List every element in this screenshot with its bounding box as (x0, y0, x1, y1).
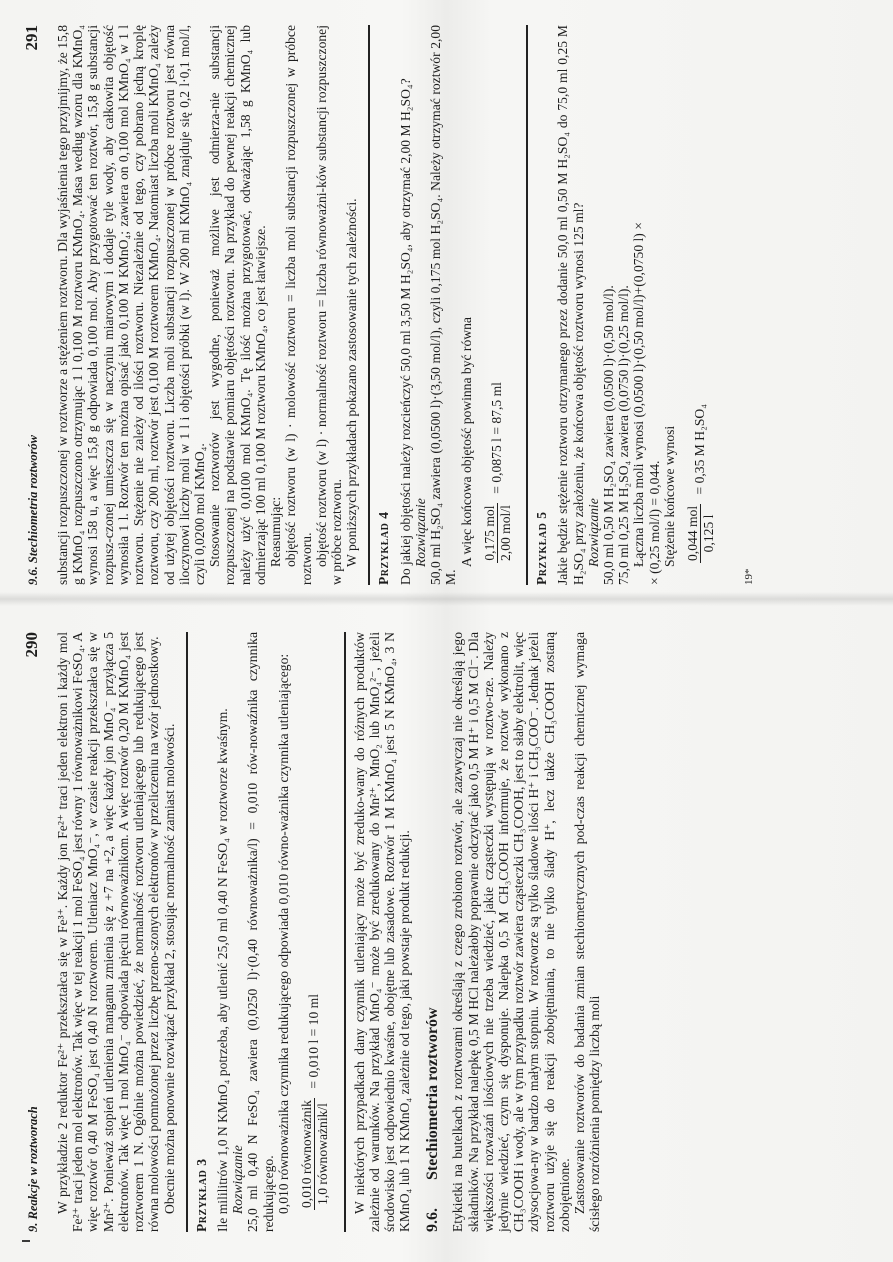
paragraph: Zastosowanie roztworów do badania zmian stechiometrycznych pod-czas reakcji chemicznej wymaga ścisłego rozróżnienia pomiędzy liczbą moli (572, 632, 603, 1232)
fraction-numerator: 0,044 mol (685, 505, 701, 561)
summary-label: Reasumując: (268, 496, 284, 567)
page-290 (22, 632, 872, 1232)
solution-line: Stężenie końcowe wynosi (661, 425, 677, 567)
example-question: Ile mililitrów 1,0 N KMnO₄ potrzeba, aby utlenić 25,0 ml 0,40 N FeSO₄ w roztworze kwaśnym. (215, 708, 230, 1232)
example-rule (186, 632, 188, 1232)
fraction-denominator: 0,125 l (701, 514, 717, 553)
section-number: 9.6. (424, 1208, 442, 1232)
solution-line: × (0,25 mol/l) = 0,044. (646, 460, 662, 585)
paragraph: W niektórych przypadkach dany czynnik utleniający może być zreduko-wany do różnych produktów zależnie od warunków. Na przykład MnO₄⁻ może być zredukowany do Mn²⁺, MnO₂ lub MnO₄²⁻, jeżeli środowisko jest odpowiednio kwaśne, obojętne lub zasadowe. Roztwór 1 M KMnO₄ jest 5 N KMnO₄, 3 N KMnO₄ lub 1 N KMnO₄ zależnie od tego, jaki powstaje produkt redukcji. (351, 632, 413, 1232)
example-rule (368, 25, 370, 585)
solution-line: 0,010 równoważnika czynnika redukującego odpowiada 0,010 równo-ważnika czynnika utleniającego: (275, 653, 291, 1214)
example-question: Do jakiej objętości należy rozcieńczyć 50,0 ml 3,50 M H₂SO₄, aby otrzymać 2,00 M H₂SO₄? (397, 78, 413, 585)
example-title: Przykład 5 (534, 511, 550, 585)
equation-result: = 0,35 M H₂SO₄ (691, 404, 707, 495)
paragraph: Etykietki na butelkach z roztworami określają z czego zrobiono roztwór, ale zazwyczaj nie określają jego składników. Na przykład nalepkę 0,5 M HCl należałoby poprawnie odczytać jako 0,5 M H⁺ i 0,5 M Cl⁻. Dla większości rozważań ilościowych nie trzeba wiedzieć, jakie cząsteczki występują w roztwo-rze. Należy jedynie wiedzieć, czym się dysponuje. Nalepka 0,5 M CH₃COOH informuje, że roztwór wykonano z CH₃COOH i wody, ale w tym przypadku roztwór zawiera cząsteczki CH₃COOH, jest to słaby elektrolit, więc zdysocjowa-ny w bardzo małym stopniu. W roztworze są tylko śladowe ilości H⁺ i CH₃COO⁻. Jednak jeżeli roztworu użyje się do reakcji zobojętniania, to nie tylko ślady H⁺, lecz także CH₃COOH zostaną zobojętnione. (450, 632, 572, 1232)
fraction-denominator: 1,0 równoważnik/l (315, 1103, 331, 1205)
equation-result: = 0,0875 l = 87,5 ml (488, 382, 504, 494)
example-title: Przykład 3 (193, 1158, 209, 1232)
running-head (22, 632, 41, 1232)
solution-label: Rozwiązanie (230, 1145, 246, 1214)
paragraph: W przykładzie 2 reduktor Fe²⁺ przekształca się w Fe³⁺. Każdy jon Fe²⁺ traci jeden elektron i każdy mol Fe²⁺ traci jeden mol elektronów. Tak więc w tej reakcji 1 mol FeSO₄ jest równy 1 równoważnikowi FeSO₄. A więc roztwór 0,40 M FeSO₄ jest 0,40 N roztworem. Utleniacz MnO₄⁻, w czasie reakcji przekształca się w Mn²⁺. Ponieważ stopień utlenienia manganu zmienia się z +7 na +2, a więc każdy jon MnO₄⁻ przyłącza 5 elektronów. Tak więc 1 mol MnO₄⁻ odpowiada pięciu równoważnikom. A więc roztwór 0,20 M KMnO₄ jest roztworem 1 N. Ogólnie można powiedzieć, że normalność roztworu utleniającego lub redukującego jest równa molowości pomnożonej przez liczbę przeno-szonych elektronów w przeliczeniu na wzór jednostkowy. (55, 632, 162, 1232)
fraction-numerator: 0,175 mol (482, 503, 498, 563)
fraction-denominator: 2,00 mol/l (497, 505, 513, 561)
fraction-numerator: 0,010 równoważnik (299, 1100, 315, 1208)
running-head-title: 9. Reakcje w roztworach (26, 1106, 40, 1232)
solution-line: 50,0 ml H₂SO₄ zawiera (0,0500 l)·(3,50 mol/l), czyli 0,175 mol H₂SO₄. Należy otrzymać roztwór 2,00 M. (428, 25, 459, 585)
summary-line: objętość roztworu (w l) · normalność roztworu = liczba równoważni-ków substancji rozpuszczonej w próbce roztworu. (313, 25, 344, 585)
page-number: 291 (22, 25, 41, 51)
solution-line: 25,0 ml 0,40 N FeSO₄ zawiera (0,0250 l)·(0,40 równoważnika/l) = 0,010 rów-nowaźnika czynnika redukującego. (245, 632, 276, 1232)
page-edge-line (22, 1240, 30, 1242)
solution-line: A więc końcowa objętość powinna być równa (458, 317, 474, 567)
summary-line: objętość roztworu (w l) · molowość roztworu = liczba moli substancji rozpuszczonej w próbce roztworu. (283, 25, 314, 585)
equation (681, 25, 720, 585)
paragraph: Obecnie można ponownie rozwiązać przykład 2, stosując normalność zamiast molowości. (161, 723, 177, 1214)
signature-mark: 19* (742, 568, 755, 585)
example-rule (344, 632, 346, 1232)
solution-label: Rozwiązanie (412, 498, 428, 567)
fraction (482, 503, 513, 563)
paragraph: substancji rozpuszczonej w roztworze a stężeniem roztworu. Dla wyjaśnienia tego przyjmijmy, że 15,8 g KMnO₄ rozpuszczono otrzymując 1 l 0,100 M roztworu KMnO₄. Masa według wzoru dla KMnO₄ wynosi 158 u, a więc 15,8 g odpowiada 0,100 mol. Aby przygotować ten roztwór, 15,8 g substancji rozpusz-czonej umieszcza się w naczyniu miarowym i dodaje tyle wody, aby całkowita objętość wynosiła 1 l. Roztwór ten można opisać jako 0,100 M KMnO₄; zawiera on 0,100 mol KMnO₄ w 1 l roztworu. Stężenie nie zależy od ilości roztworu. Niezależnie od tego, czy pobrano jedną kroplę roztworu, czy 200 ml, roztwór jest 0,100 M roztworem KMnO₄. Natomiast liczba moli KMnO₄ zależy od użytej objętości roztworu. Liczba moli substancji rozpuszczonej w próbce roztworu jest równa iloczynowi liczby moli w 1 l i objętości próbki (w l). W 200 ml KMnO₄ znajduje się 0,2 l·0,1 mol/l, czyli 0,0200 mol KMnO₄. (55, 25, 207, 585)
running-head (22, 25, 41, 585)
solution-line: Łączna liczba moli wynosi (0,0500 l)·(0,50 mol/l)+(0,0750 l) × (631, 222, 647, 567)
paragraph: Stosowanie roztworów jest wygodne, ponieważ możliwe jest odmierza-nie substancji rozpuszczonej na podstawie pomiaru objętości roztworu. Na przykład do pewnej reakcji chemicznej należy użyć 0,0100 mol KMnO₄. Tę ilość można przygotować, odważając 1,58 g KMnO₄ lub odmierzając 100 ml 0,100 M roztworu KMnO₄, co jest łatwiejsze. (207, 25, 268, 585)
section-heading (424, 632, 442, 1232)
solution-line: 50,0 ml 0,50 M H₂SO₄ zawiera (0,0500 l)·(0,50 mol/l). (601, 285, 617, 585)
page-number: 290 (22, 632, 41, 658)
equation-result: = 0,010 l = 10 ml (305, 993, 321, 1089)
section-title: Stechiometria roztworów (424, 1007, 442, 1180)
solution-line: 75,0 ml 0,25 M H₂SO₄ zawiera (0,0750 l)·(0,25 mol/l). (616, 285, 632, 585)
equation (478, 25, 517, 585)
summary-line: W poniższych przykładach pokazano zastosowanie tych zależności. (344, 198, 360, 567)
fraction (299, 1098, 330, 1210)
page-291 (22, 25, 872, 585)
example-question: Jakie będzie stężenie roztworu otrzymanego przez dodanie 50,0 ml 0,50 M H₂SO₄ do 75,0 ml 0,25 M H₂SO₄ przy założeniu, że końcowa objętość roztworu wynosi 125 ml? (555, 25, 586, 585)
equation (295, 632, 334, 1232)
example-title: Przykład 4 (376, 511, 392, 585)
fraction (685, 504, 716, 563)
solution-label: Rozwiązanie (585, 498, 601, 567)
book-gutter (0, 592, 893, 606)
example-rule (526, 25, 528, 585)
running-head-title: 9.6. Stechiometria roztworów (26, 434, 40, 585)
